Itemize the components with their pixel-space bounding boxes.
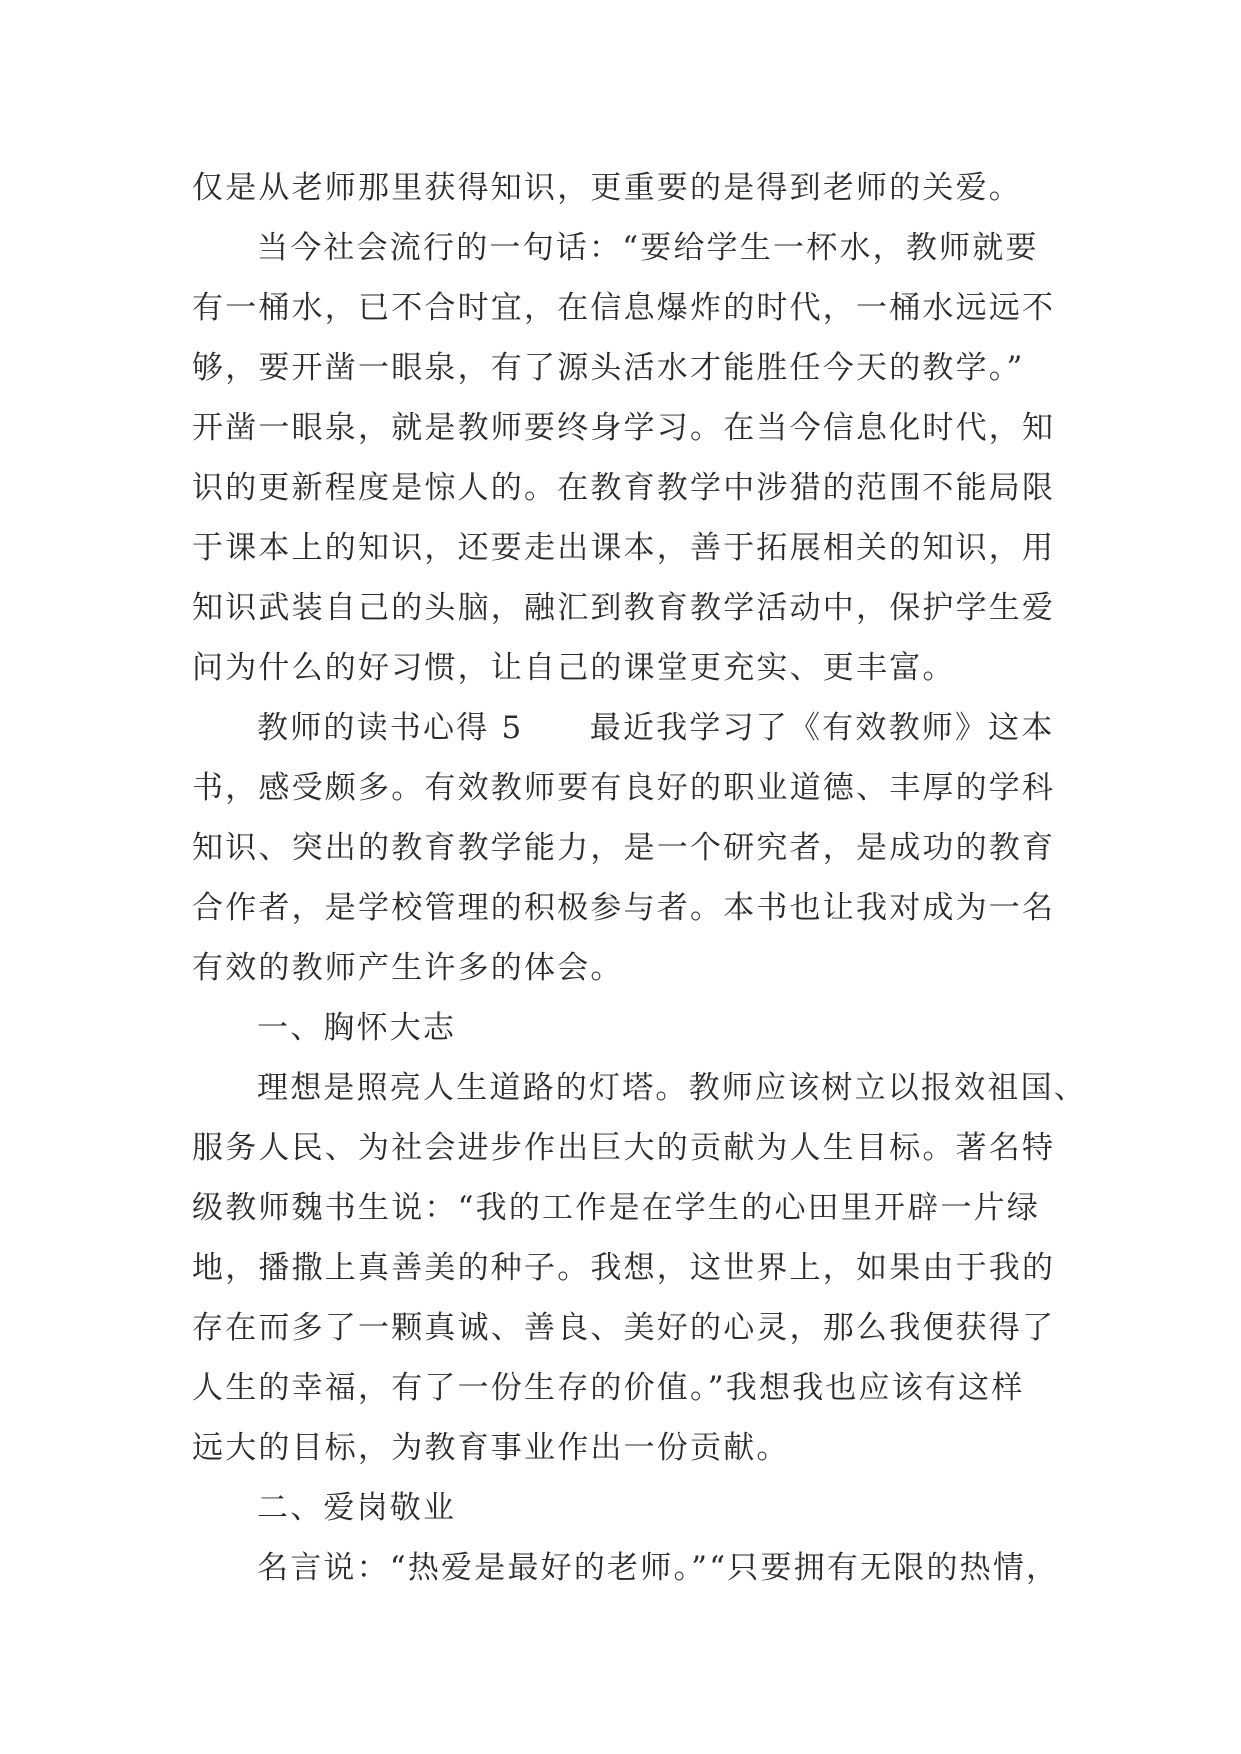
text-line: 够，要开凿一眼泉，有了源头活水才能胜任今天的教学。” xyxy=(192,350,1025,386)
text-line: 知识、突出的教育教学能力，是一个研究者，是成功的教育 xyxy=(192,830,1056,866)
text-line: 级教师魏书生说：“我的工作是在学生的心田里开辟一片绿 xyxy=(192,1190,1041,1226)
text-line: 仅是从老师那里获得知识，更重要的是得到老师的关爱。 xyxy=(192,170,1022,206)
text-line: 有一桶水，已不合时宜，在信息爆炸的时代，一桶水远远不 xyxy=(192,290,1056,326)
text-line: 有效的教师产生许多的体会。 xyxy=(192,950,624,986)
text-line: 理想是照亮人生道路的灯塔。教师应该树立以报效祖国、 xyxy=(257,1070,1087,1106)
text-line: 问为什么的好习惯，让自己的课堂更充实、更丰富。 xyxy=(192,650,956,686)
text-line: 合作者，是学校管理的积极参与者。本书也让我对成为一名 xyxy=(192,890,1056,926)
text-line: 知识武装自己的头脑，融汇到教育教学活动中，保护学生爱 xyxy=(192,590,1056,626)
text-line: 二、爱岗敬业 xyxy=(257,1490,457,1526)
text-line: 名言说：“热爱是最好的老师。”“只要拥有无限的热情， xyxy=(257,1550,1060,1586)
text-line: 服务人民、为社会进步作出巨大的贡献为人生目标。著名特 xyxy=(192,1130,1056,1166)
text-line: 开凿一眼泉，就是教师要终身学习。在当今信息化时代，知 xyxy=(192,410,1056,446)
text-line: 教师的读书心得 5 最近我学习了《有效教师》这本 xyxy=(257,710,1055,746)
text-line: 当今社会流行的一句话：“要给学生一杯水，教师就要 xyxy=(257,230,1039,266)
text-line: 人生的幸福，有了一份生存的价值。”我想我也应该有这样 xyxy=(192,1370,1025,1406)
text-line: 远大的目标，为教育事业作出一份贡献。 xyxy=(192,1430,790,1466)
text-line: 一、胸怀大志 xyxy=(257,1010,457,1046)
text-line: 识的更新程度是惊人的。在教育教学中涉猎的范围不能局限 xyxy=(192,470,1056,506)
text-line: 书，感受颇多。有效教师要有良好的职业道德、丰厚的学科 xyxy=(192,770,1056,806)
text-line: 存在而多了一颗真诚、善良、美好的心灵，那么我便获得了 xyxy=(192,1310,1056,1346)
text-line: 地，播撒上真善美的种子。我想，这世界上，如果由于我的 xyxy=(192,1250,1056,1286)
text-line: 于课本上的知识，还要走出课本，善于拓展相关的知识，用 xyxy=(192,530,1056,566)
document-body-text xyxy=(192,158,1087,1598)
